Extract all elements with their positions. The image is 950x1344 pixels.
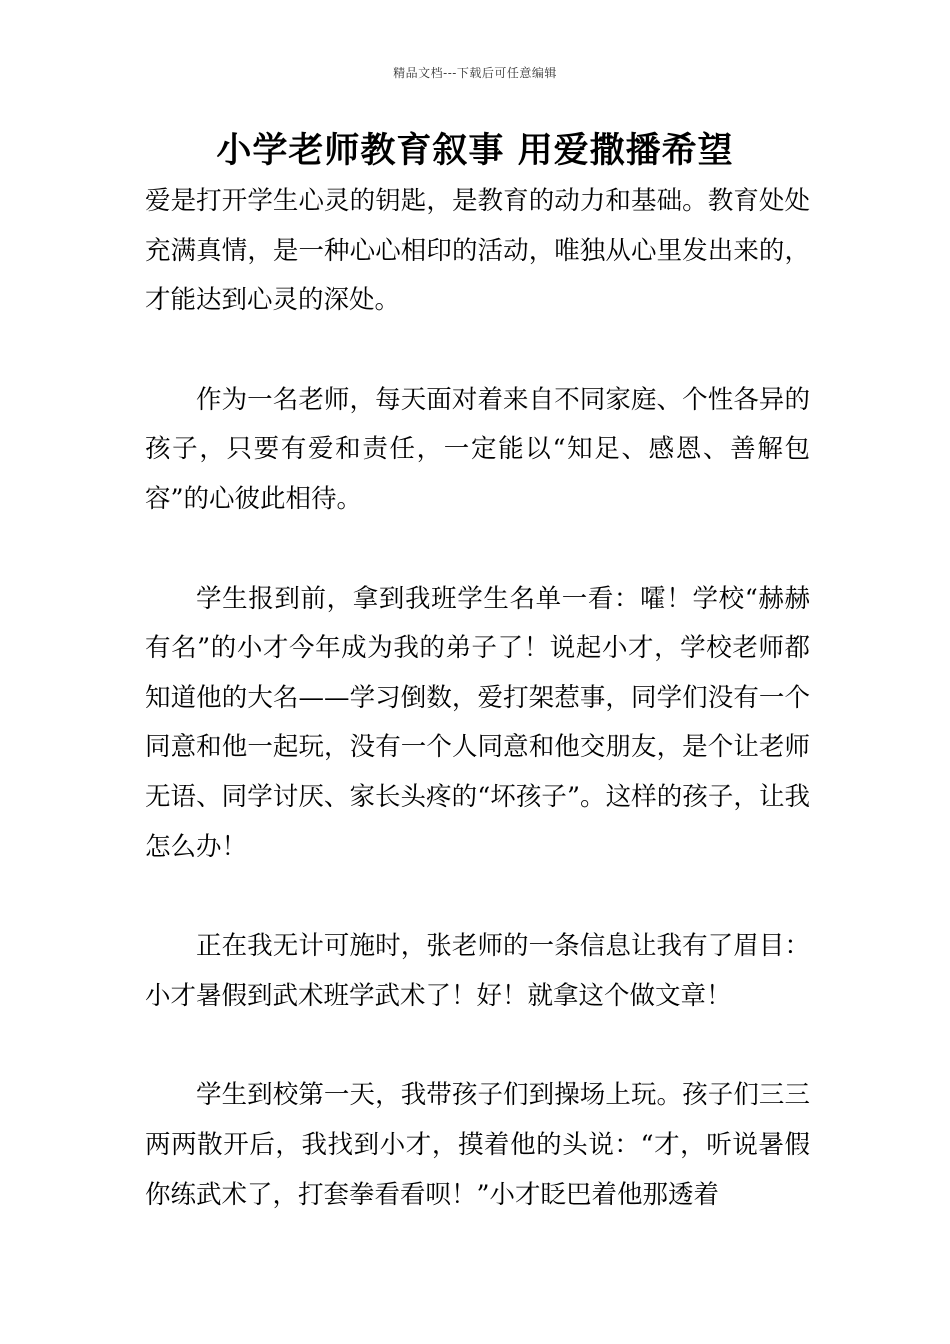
paragraph-4: 正在我无计可施时，张老师的一条信息让我有了眉目：小才暑假到武术班学武术了！好！就拿这个做文章！ [145,931,810,1011]
page-header-note: 精品文档---下载后可任意编辑 [393,66,557,80]
document-title: 小学老师教育叙事 用爱撒播希望 [216,131,734,171]
paragraph-5: 学生到校第一天，我带孩子们到操场上玩。孩子们三三两两散开后，我找到小才，摸着他的头说：“才，听说暑假你练武术了，打套拳看看呗！”小才眨巴着他那透着 [145,1080,810,1210]
document-body [145,177,810,1220]
paragraph-3: 学生报到前，拿到我班学生名单一看：嚯！学校“赫赫有名”的小才今年成为我的弟子了！说起小才，学校老师都知道他的大名——学习倒数，爱打架惹事，同学们没有一个同意和他一起玩，没有一个人同意和他交朋友，是个让老师无语、同学讨厌、家长头疼的“坏孩子”。这样的孩子，让我怎么办！ [145,583,810,862]
paragraph-2: 作为一名老师，每天面对着来自不同家庭、个性各异的孩子，只要有爱和责任，一定能以“知足、感恩、善解包容”的心彼此相待。 [145,384,810,514]
paragraph-1: 爱是打开学生心灵的钥匙，是教育的动力和基础。教育处处充满真情，是一种心心相印的活动，唯独从心里发出来的，才能达到心灵的深处。 [145,186,810,316]
